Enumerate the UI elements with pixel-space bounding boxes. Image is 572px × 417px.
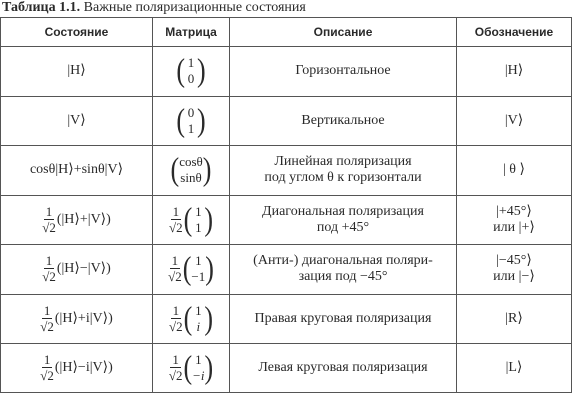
notation-cell <box>457 344 572 393</box>
matrix-fraction: $\frac{1}{√2}$ <box>169 302 183 334</box>
matrix-top: 1 <box>195 352 202 367</box>
matrix-bottom: sinθ <box>180 170 202 186</box>
state-fraction: $\frac{1}{√2}$ <box>42 253 56 285</box>
state-cell <box>1 245 153 295</box>
matrix-top: 0 <box>187 104 195 120</box>
description-line-2: под углом θ к горизонтали <box>264 170 422 186</box>
table-row <box>1 195 572 245</box>
state-expression: (|H⟩−|V⟩) <box>56 261 111 277</box>
notation-line-2: или |−⟩ <box>493 269 535 285</box>
caption-label: Таблица 1.1. <box>2 0 81 15</box>
matrix-bottom: −1 <box>191 269 206 285</box>
table-row <box>1 344 572 393</box>
notation: | θ ⟩ <box>503 162 525 178</box>
matrix-fraction: $\frac{1}{√2}$ <box>169 203 183 235</box>
state-fraction: $\frac{1}{√2}$ <box>42 203 56 235</box>
matrix-bottom: −i <box>192 368 205 383</box>
table-row <box>1 47 572 97</box>
matrix-vector: ( 0 1 ) <box>176 102 206 139</box>
matrix-cell <box>153 195 230 245</box>
matrix-top: 1 <box>187 55 195 71</box>
header-notation: Обозначение <box>457 18 572 47</box>
matrix-vector: ( 1 i ) <box>183 300 213 337</box>
notation-cell <box>457 47 572 97</box>
description-line-1: Линейная поляризация <box>274 154 412 170</box>
table-row <box>1 146 572 196</box>
matrix-cell <box>153 47 230 97</box>
matrix-top: 1 <box>195 302 202 318</box>
matrix-vector: ( 1 0 ) <box>176 52 206 89</box>
state-fraction: $\frac{1}{√2}$ <box>40 302 54 334</box>
description-cell <box>230 195 457 245</box>
matrix-bottom: i <box>196 318 201 334</box>
description-cell <box>230 245 457 295</box>
matrix-fraction: $\frac{1}{√2}$ <box>168 253 182 285</box>
notation: |L⟩ <box>505 360 523 375</box>
table-row <box>1 96 572 146</box>
description-line-2: зация под −45° <box>298 269 388 285</box>
matrix-vector: ( cosθ sinθ ) <box>170 151 212 188</box>
polarization-table <box>0 17 572 393</box>
description-cell: Правая круговая поляризация <box>230 294 457 344</box>
header-description: Описание <box>230 18 457 47</box>
matrix-bottom: 0 <box>187 71 195 87</box>
table-caption <box>2 0 306 15</box>
matrix-top: 1 <box>195 203 202 219</box>
description-cell: Левая круговая поляризация <box>230 344 457 393</box>
state-expression: (|H⟩+|V⟩) <box>56 211 111 227</box>
description-cell: Горизонтальное <box>230 47 457 97</box>
matrix-cell <box>153 146 230 196</box>
state-expression: |H⟩ <box>67 63 86 79</box>
state-expression: |V⟩ <box>67 112 86 128</box>
matrix-bottom: 1 <box>187 120 195 136</box>
state-expression: (|H⟩+i|V⟩) <box>54 310 113 326</box>
notation: |H⟩ <box>504 63 524 79</box>
matrix-top: cosθ <box>179 154 203 170</box>
notation-cell <box>457 195 572 245</box>
header-row <box>1 18 572 47</box>
notation-line-1: |+45°⟩ <box>496 203 532 219</box>
table-row <box>1 294 572 344</box>
notation-line-2: или |+⟩ <box>493 219 535 235</box>
matrix-fraction: $\frac{1}{√2}$ <box>168 352 183 383</box>
description-line-2: под +45° <box>316 219 370 235</box>
description-line-1: (Анти-) диагональная поляри- <box>253 253 433 269</box>
notation: |V⟩ <box>504 112 524 128</box>
state-cell <box>1 96 153 146</box>
state-cell <box>1 47 153 97</box>
state-expression: (|H⟩−i|V⟩) <box>54 360 113 376</box>
matrix-vector: ( 1 1 ) <box>183 201 213 238</box>
notation-cell <box>457 96 572 146</box>
state-expression: cosθ|H⟩+sinθ|V⟩ <box>29 162 124 178</box>
matrix-vector: ( 1 −1 ) <box>182 250 214 287</box>
description-line-1: Диагональная поляризация <box>262 203 424 219</box>
matrix-cell <box>153 294 230 344</box>
description-cell: Вертикальное <box>230 96 457 146</box>
notation-line-1: |−45°⟩ <box>496 253 532 269</box>
header-matrix: Матрица <box>153 18 230 47</box>
state-cell <box>1 294 153 344</box>
matrix-cell <box>153 96 230 146</box>
matrix-bottom: 1 <box>195 219 202 235</box>
state-cell <box>1 146 153 196</box>
matrix-vector: ( 1 −i ) <box>183 349 214 386</box>
header-state: Состояние <box>1 18 153 47</box>
table-row <box>1 245 572 295</box>
matrix-cell <box>153 344 230 393</box>
matrix-cell <box>153 245 230 295</box>
description-cell <box>230 146 457 196</box>
notation: |R⟩ <box>505 310 523 326</box>
state-cell <box>1 344 153 393</box>
notation-cell <box>457 245 572 295</box>
state-cell <box>1 195 153 245</box>
caption-title: Важные поляризационные состояния <box>83 0 306 15</box>
notation-cell <box>457 294 572 344</box>
notation-cell <box>457 146 572 196</box>
state-fraction: $\frac{1}{√2}$ <box>40 352 54 383</box>
matrix-top: 1 <box>195 253 202 269</box>
